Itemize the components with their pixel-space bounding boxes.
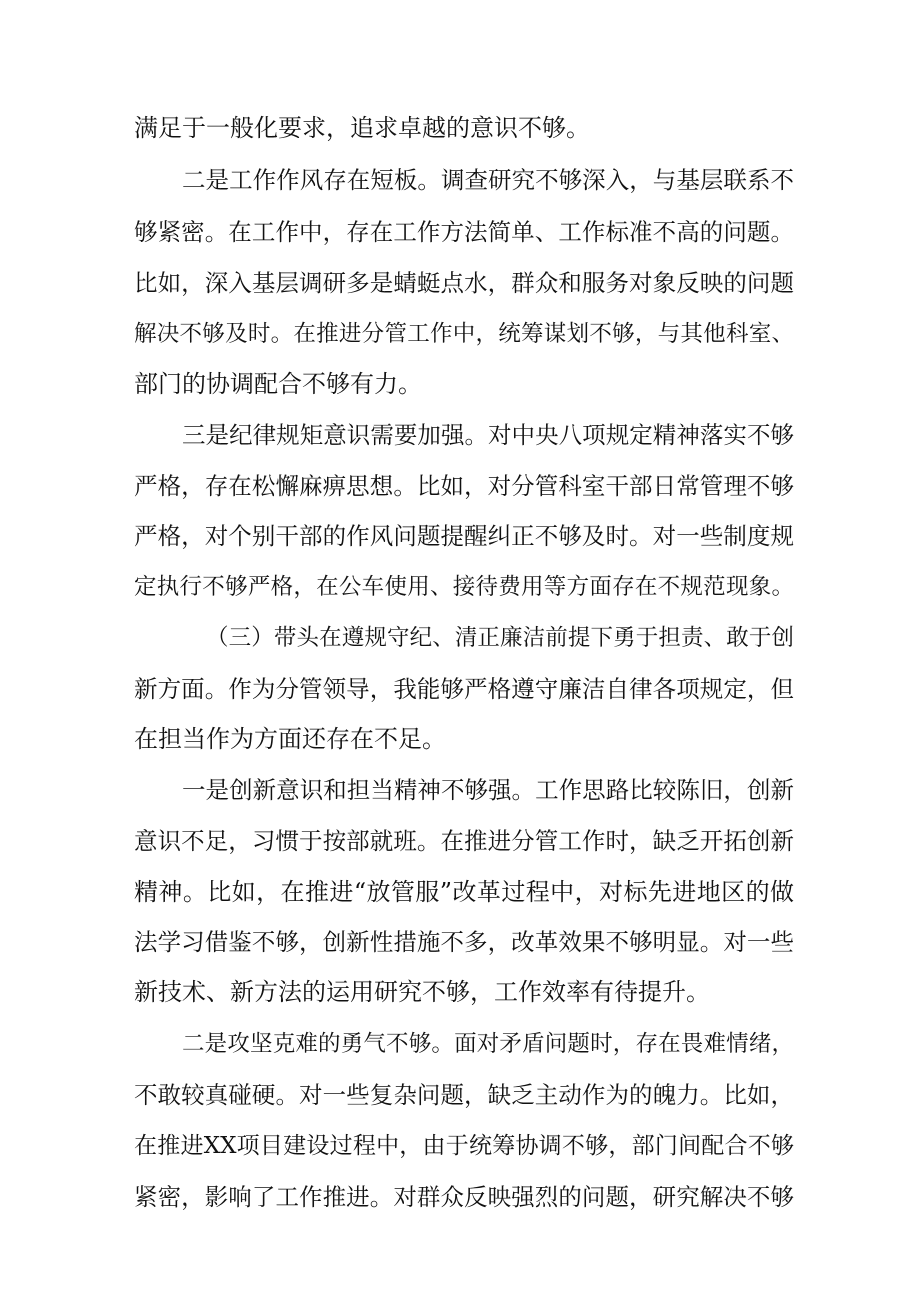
section-heading: （三）带头在遵规守纪、清正廉洁前提下勇于担责、敢于创 — [206, 625, 794, 651]
text-line: 在担当作为方面还存在不足。 — [134, 725, 446, 753]
text-line: 在推进XX项目建设过程中，由于统筹协调不够，部门间配合不够 — [134, 1133, 794, 1159]
text-line: 严格，存在松懈麻痹思想。比如，对分管科室干部日常管理不够 — [134, 472, 794, 500]
text-line: 二是攻坚克难的勇气不够。面对矛盾问题时，存在畏难情绪， — [182, 1031, 794, 1057]
text-line: 严格，对个别干部的作风问题提醒纠正不够及时。对一些制度规 — [134, 522, 794, 550]
text-line: 法学习借鉴不够，创新性措施不多，改革效果不够明显。对一些 — [134, 928, 794, 956]
text-line: 精神。比如，在推进“放管服”改革过程中，对标先进地区的做 — [134, 878, 794, 906]
text-line: 定执行不够严格，在公车使用、接待费用等方面存在不规范现象。 — [134, 574, 794, 600]
text-line: 不敢较真碰硬。对一些复杂问题，缺乏主动作为的魄力。比如， — [134, 1081, 794, 1109]
text-line: 一是创新意识和担当精神不够强。工作思路比较陈旧，创新 — [182, 776, 794, 804]
text-line: 新技术、新方法的运用研究不够，工作效率有待提升。 — [134, 978, 710, 1006]
text-line: 比如，深入基层调研多是蜻蜓点水，群众和服务对象反映的问题 — [134, 269, 794, 297]
text-line: 解决不够及时。在推进分管工作中，统筹谋划不够，与其他科室、 — [134, 321, 794, 347]
text-line: 三是纪律规矩意识需要加强。对中央八项规定精神落实不够 — [182, 421, 794, 449]
text-line: 部门的协调配合不够有力。 — [134, 370, 422, 398]
text-line: 紧密，影响了工作推进。对群众反映强烈的问题，研究解决不够 — [134, 1183, 794, 1211]
text-line: 意识不足，习惯于按部就班。在推进分管工作时，缺乏开拓创新 — [134, 827, 794, 855]
text-line: 够紧密。在工作中，存在工作方法简单、工作标准不高的问题。 — [134, 218, 794, 246]
text-line: 二是工作作风存在短板。调查研究不够深入，与基层联系不 — [182, 166, 794, 194]
text-line: 新方面。作为分管领导，我能够严格遵守廉洁自律各项规定，但 — [134, 675, 794, 703]
text-line: 满足于一般化要求，追求卓越的意识不够。 — [134, 114, 590, 142]
